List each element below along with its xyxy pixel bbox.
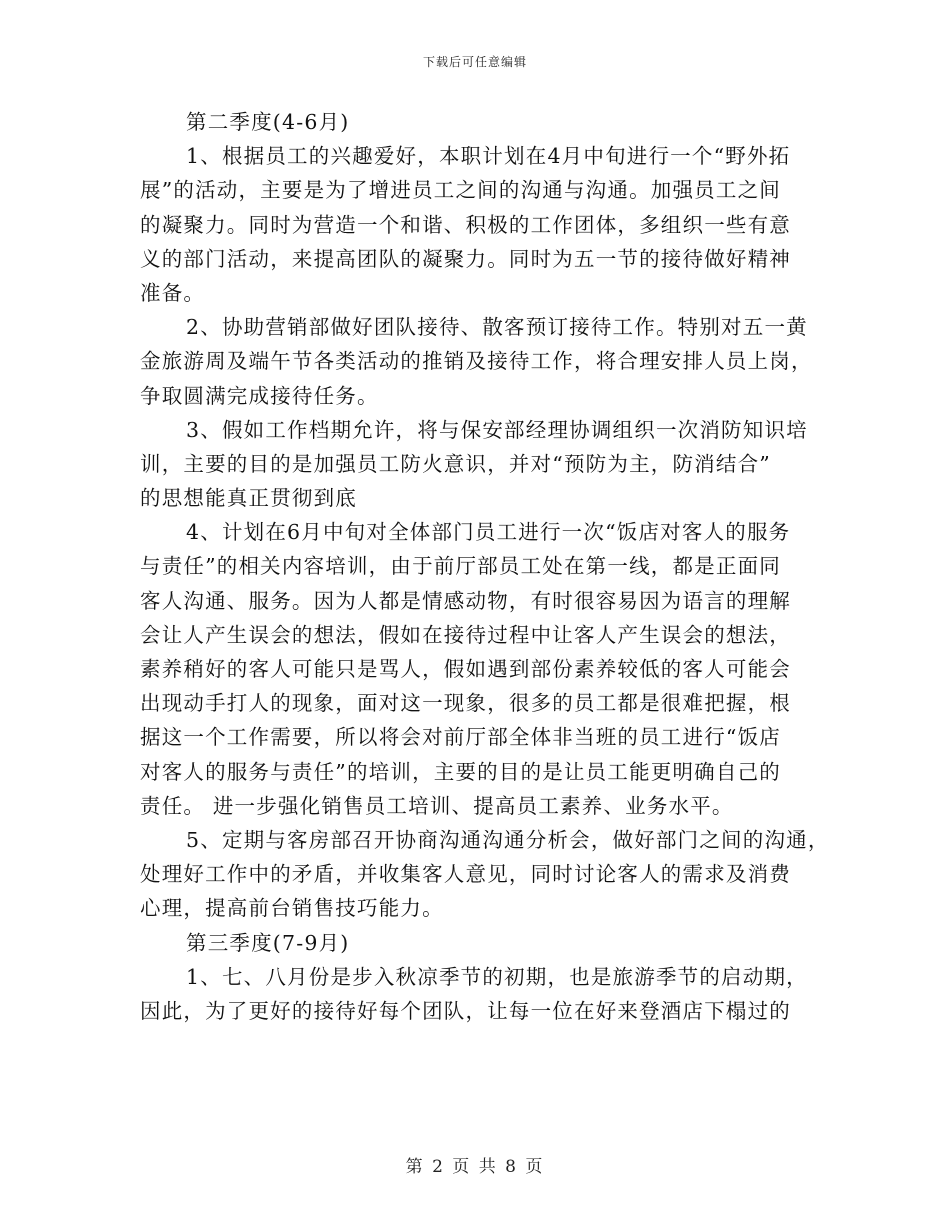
text-line: 1、七、八月份是步入秋凉季节的初期，也是旅游季节的启动期， — [186, 964, 808, 989]
text-line: 据这一个工作需要，所以将会对前厅部全体非当班的员工进行“饭店 — [140, 725, 781, 750]
text-line: 第二季度(4-6月) — [186, 110, 350, 134]
text-line: 2、协助营销部做好团队接待、散客预订接待工作。特别对五一黄 — [186, 315, 808, 340]
text-line: 准备。 — [140, 280, 206, 305]
text-line: 4、计划在6月中旬对全体部门员工进行一次“饭店对客人的服务 — [186, 520, 791, 545]
text-line: 处理好工作中的矛盾，并收集客人意见，同时讨论客人的需求及消费 — [140, 862, 791, 887]
text-line: 展”的活动，主要是为了增进员工之间的沟通与沟通。加强员工之间 — [140, 178, 781, 203]
text-line: 对客人的服务与责任”的培训，主要的目的是让员工能更明确自己的 — [140, 759, 781, 784]
text-line: 的凝聚力。同时为营造一个和谐、积极的工作团体，多组织一些有意 — [140, 212, 791, 237]
text-line: 与责任”的相关内容培训，由于前厅部员工处在第一线，都是正面同 — [140, 554, 781, 579]
text-line: 的思想能真正贯彻到底 — [140, 486, 357, 511]
text-line: 素养稍好的客人可能只是骂人，假如遇到部份素养较低的客人可能会 — [140, 657, 791, 681]
text-line: 训，主要的目的是加强员工防火意识，并对“预防为主，防消结合” — [140, 451, 771, 476]
page-header: 下载后可任意编辑 — [422, 55, 527, 69]
text-line: 3、假如工作档期允许，将与保安部经理协调组织一次消防知识培 — [186, 417, 808, 442]
text-line: 5、定期与客房部召开协商沟通沟通分析会，做好部门之间的沟通， — [186, 827, 830, 852]
text-line: 争取圆满完成接待任务。 — [140, 383, 379, 408]
text-line: 1、根据员工的兴趣爱好，本职计划在4月中旬进行一个“野外拓 — [186, 144, 791, 169]
text-line: 因此，为了更好的接待好每个团队，让每一位在好来登酒店下榻过的 — [140, 998, 791, 1023]
text-line: 第三季度(7-9月) — [186, 930, 350, 955]
text-line: 会让人产生误会的想法，假如在接待过程中让客人产生误会的想法， — [140, 622, 791, 647]
text-line: 客人沟通、服务。因为人都是情感动物，有时很容易因为语言的理解 — [140, 588, 791, 613]
text-line: 责任。 进一步强化销售员工培训、提高员工素养、业务水平。 — [140, 793, 734, 818]
document-body — [140, 105, 830, 1028]
page-number-footer: 第 2 页 共 8 页 — [405, 1157, 545, 1177]
text-line: 金旅游周及端午节各类活动的推销及接待工作，将合理安排人员上岗， — [140, 349, 813, 374]
text-line: 义的部门活动，来提高团队的凝聚力。同时为五一节的接待做好精神 — [140, 246, 791, 271]
text-line: 心理，提高前台销售技巧能力。 — [140, 896, 444, 921]
text-line: 出现动手打人的现象，面对这一现象，很多的员工都是很难把握，根 — [140, 691, 791, 716]
